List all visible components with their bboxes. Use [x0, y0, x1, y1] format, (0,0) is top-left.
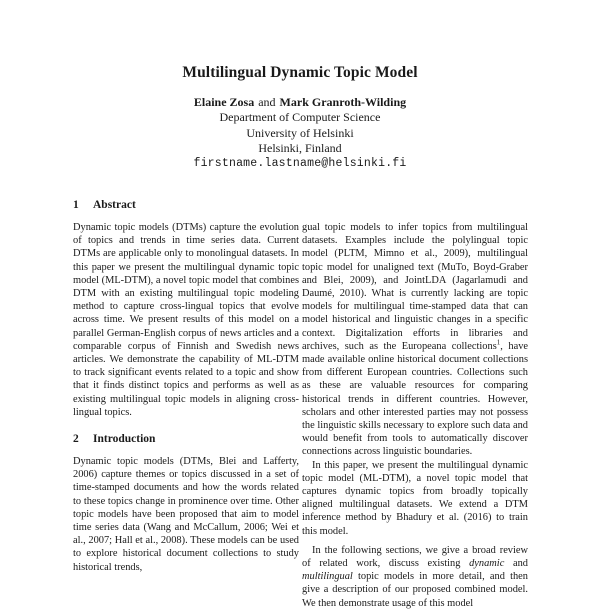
abstract-heading [73, 198, 299, 212]
section-title: Abstract [93, 199, 136, 211]
footnote-marker: 1 [496, 338, 501, 347]
introduction-paragraph-3: In the following sections, we give a broad review of related work, discuss existing dynamic and multilingual topic models in more detail, and then give a description of our proposed combined model. We then demonstrate usage of this model [302, 544, 528, 609]
author-block [0, 95, 600, 171]
introduction-heading [73, 432, 299, 446]
affiliation-location: Helsinki, Finland [258, 140, 342, 155]
paper-title: Multilingual Dynamic Topic Model [182, 64, 418, 81]
right-column [302, 221, 528, 610]
author-email: firstname.lastname@helsinki.fi [193, 157, 407, 171]
introduction-paragraph-2: In this paper, we present the multilingual dynamic topic model (ML-DTM), a novel topic model that captures dynamic topics from broadly topically aligned multilingual datasets. We extend a DTM inference method by Bhadury et al. (2016) to train this model. [302, 459, 528, 537]
affiliation-department: Department of Computer Science [219, 110, 381, 125]
section-number: 2 [73, 433, 79, 446]
section-title: Introduction [93, 433, 156, 446]
affiliation-university: University of Helsinki [246, 125, 354, 140]
author-1: Elaine Zosa [193, 95, 255, 109]
author-names [0, 95, 600, 110]
introduction-paragraph-1-continued: gual topic models to infer topics from multilingual datasets. Examples include the polylingual topic model (PLTM, Mimno et al., 2009), multilingual topic model for unaligned text (MuTo, Boyd-Graber and Blei, 2009), and JointLDA (Jagarlamudi and Daumé, 2010). What is currently lacking are topic models for multilingual time-stamped data that can model historical and linguistic changes in a specific context. Digitalization efforts in libraries and archives, such as the Europeana collections$^1$, have made available online historical document collections from different European countries. Collections such as these are valuable resources for comparing historical trends in different countries. However, scholars and other interested parties may not possess the linguistic skills necessary to explore such data and would benefit from tools to automatically discover connections across linguistic boundaries. [302, 222, 528, 458]
abstract-text: Dynamic topic models (DTMs) capture the evolution of topics and trends in time series data. Current DTMs are applicable only to monolingual datasets. In this paper we present the multilingual dynamic topic model (ML-DTM), a novel topic model that combines DTM with an existing multilingual topic modeling method to capture cross-lingual topics that evolve across time. We present results of this model on a parallel German-English corpus of news articles and a comparable corpus of Finnish and Swedish news articles. We demonstrate the capability of ML-DTM to track significant events related to a topic and show that it finds distinct topics and performs as well as existing multilingual topic models in aligning cross-lingual topics. [73, 222, 299, 418]
author-conjunction: and [258, 95, 276, 109]
left-column [73, 198, 299, 574]
author-2: Mark Granroth-Wilding [279, 95, 407, 109]
section-number: 1 [73, 199, 79, 211]
introduction-paragraph-1: Dynamic topic models (DTMs, Blei and Lafferty, 2006) capture themes or topics discussed in a set of time-stamped documents and how the words related to these topics change in prominence over time. Other topic models have been proposed that aim to model time series data (Wang and McCallum, 2006; Wei et al., 2007; Hall et al., 2008). These models can be used to explore historical document collections to study historical trends, [73, 456, 299, 573]
